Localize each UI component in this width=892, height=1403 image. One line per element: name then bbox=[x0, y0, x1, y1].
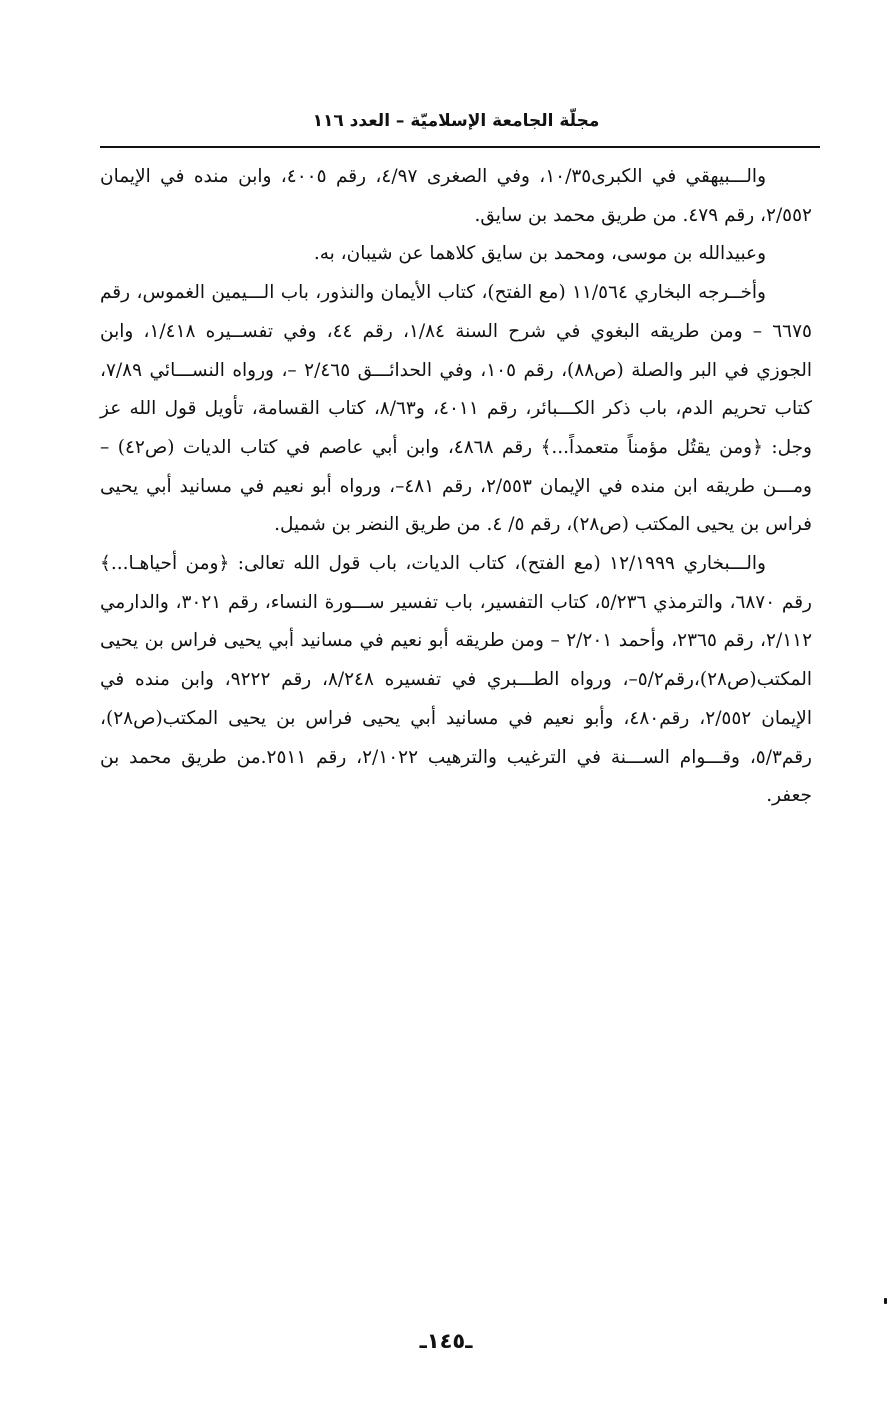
margin-mark bbox=[884, 1298, 887, 1304]
paragraph-1: والـــبيهقي في الكبرى١٠/٣٥، وفي الصغرى ٤/٩٧، رقم ٤٠٠٥، وابن منده في الإيمان ٢/٥٥٢، رقم ٤٧٩. من طريق محمد بن سايق. bbox=[100, 166, 812, 226]
paragraph-3: وأخــرجه البخاري ١١/٥٦٤ (مع الفتح)، كتاب الأيمان والنذور، باب الـــيمين الغموس، رقم ٦٦٧٥ – ومن طريقه البغوي في شرح السنة ١/٨٤، رقم ٤٤، وفي تفســيره ١/٤١٨، وابن الجوزي في البر والصلة (ص٨٨)، رقم ١٠٥، وفي الحدائـــق ٢/٤٦٥ –، ورواه النســـائي ٧/٨٩، كتاب تحريم الدم، باب ذكر الكـــبائر، رقم ٤٠١١، و٨/٦٣، كتاب القسامة، تأويل قول الله عز وجل: ﴿ومن يقتُل مؤمناً متعمداً...﴾ رقم ٤٨٦٨، وابن أبي عاصم في كتاب الديات (ص٤٢) – ومـــن طريقه ابن منده في الإيمان ٢/٥٥٣، رقم ٤٨١–، ورواه أبو نعيم في مسانيد أبي يحيى فراس بن يحيى المكتب (ص٢٨)، رقم ٥/ ٤. من طريق النضر بن شميل. bbox=[100, 282, 813, 536]
page-number: ـ١٤٥ـ bbox=[419, 1329, 473, 1353]
header-rule bbox=[100, 146, 820, 148]
running-header-title: مجلّة الجامعة الإسلاميّة – العدد ١١٦ bbox=[312, 111, 600, 131]
body-text bbox=[100, 158, 812, 816]
paragraph-2: وعبيدالله بن موسى، ومحمد بن سايق كلاهما عن شيبان، به. bbox=[313, 243, 766, 265]
paragraph-4: والـــبخاري ١٢/١٩٩٩ (مع الفتح)، كتاب الديات، باب قول الله تعالى: ﴿ومن أحياهـا...﴾ رقم ٦٨٧٠، والترمذي ٥/٢٣٦، كتاب التفسير، باب تفسير ســـورة النساء، رقم ٣٠٢١، والدارمي ٢/١١٢، رقم ٢٣٦٥، وأحمد ٢/٢٠١ – ومن طريقه أبو نعيم في مسانيد أبي يحيى فراس بن يحيى المكتب(ص٢٨)،رقم٥/٢–، ورواه الطـــبري في تفسيره ٨/٢٤٨، رقم ٩٢٢٢، وابن منده في الإيمان ٢/٥٥٢، رقم٤٨٠، وأبو نعيم في مسانيد أبي يحيى فراس بن يحيى المكتب(ص٢٨)، رقم٥/٣، وقـــوام الســـنة في الترغيب والترهيب ٢/١٠٢٢، رقم ٢٥١١.من طريق محمد بن جعفر. bbox=[100, 553, 813, 807]
